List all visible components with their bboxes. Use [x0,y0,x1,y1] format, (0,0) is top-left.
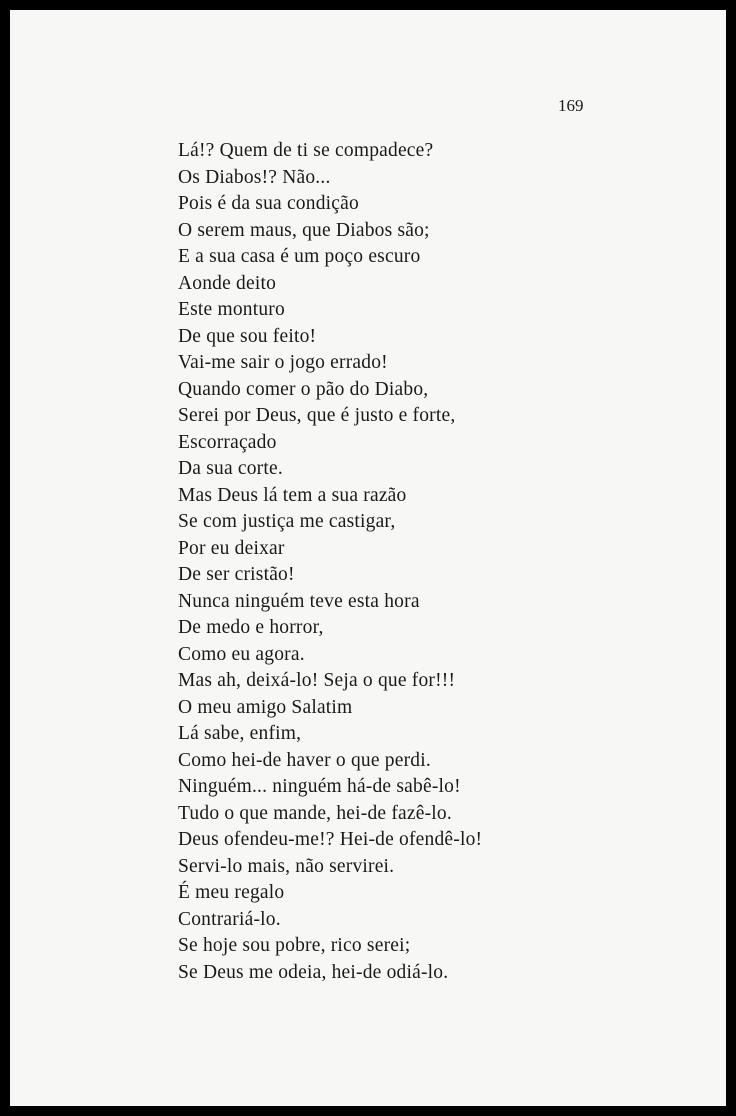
poem-line: E a sua casa é um poço escuro [178,246,421,267]
poem-text [178,138,482,986]
poem-line: Como eu agora. [178,643,305,665]
page-number: 169 [558,96,584,115]
poem-line: Lá sabe, enfim, [178,723,302,744]
poem-line: O meu amigo Salatim [178,696,353,718]
poem-line: Lá!? Quem de ti se compadece? [178,140,434,161]
poem-line: Os Diabos!? Não... [178,166,331,188]
poem-line: Por eu deixar [178,537,285,559]
poem-line: O serem maus, que Diabos são; [178,219,430,241]
poem-line: Se Deus me odeia, hei-de odiá-lo. [178,961,449,983]
poem-line: Tudo o que mande, hei-de fazê-lo. [178,802,452,824]
poem-line: Escorraçado [178,431,277,453]
poem-line: De que sou feito! [178,325,317,347]
poem-line: Pois é da sua condição [178,193,359,214]
poem-line: Nunca ninguém teve esta hora [178,590,420,612]
book-page [10,10,726,1106]
poem-line: Da sua corte. [178,458,283,479]
poem-line: De ser cristão! [178,564,295,585]
poem-line: Deus ofendeu-me!? Hei-de ofendê-lo! [178,829,483,850]
poem-line: Se com justiça me castigar, [178,511,396,532]
poem-line: Serei por Deus, que é justo e forte, [178,405,456,426]
poem-line: Este monturo [178,299,285,320]
poem-line: Ninguém... ninguém há-de sabê-lo! [178,776,461,797]
poem-line: Mas Deus lá tem a sua razão [178,484,407,506]
poem-line: De medo e horror, [178,617,324,638]
poem-line: Vai-me sair o jogo errado! [178,352,388,373]
poem-line: Servi-lo mais, não servirei. [178,855,395,877]
poem-line: Aonde deito [178,272,277,294]
poem-line: Como hei-de haver o que perdi. [178,749,431,771]
poem-line: Contrariá-lo. [178,908,281,930]
poem-line: Quando comer o pão do Diabo, [178,378,429,400]
poem-line: Se hoje sou pobre, rico serei; [178,935,411,956]
poem-line: Mas ah, deixá-lo! Seja o que for!!! [178,670,456,691]
poem-line: É meu regalo [178,882,285,903]
